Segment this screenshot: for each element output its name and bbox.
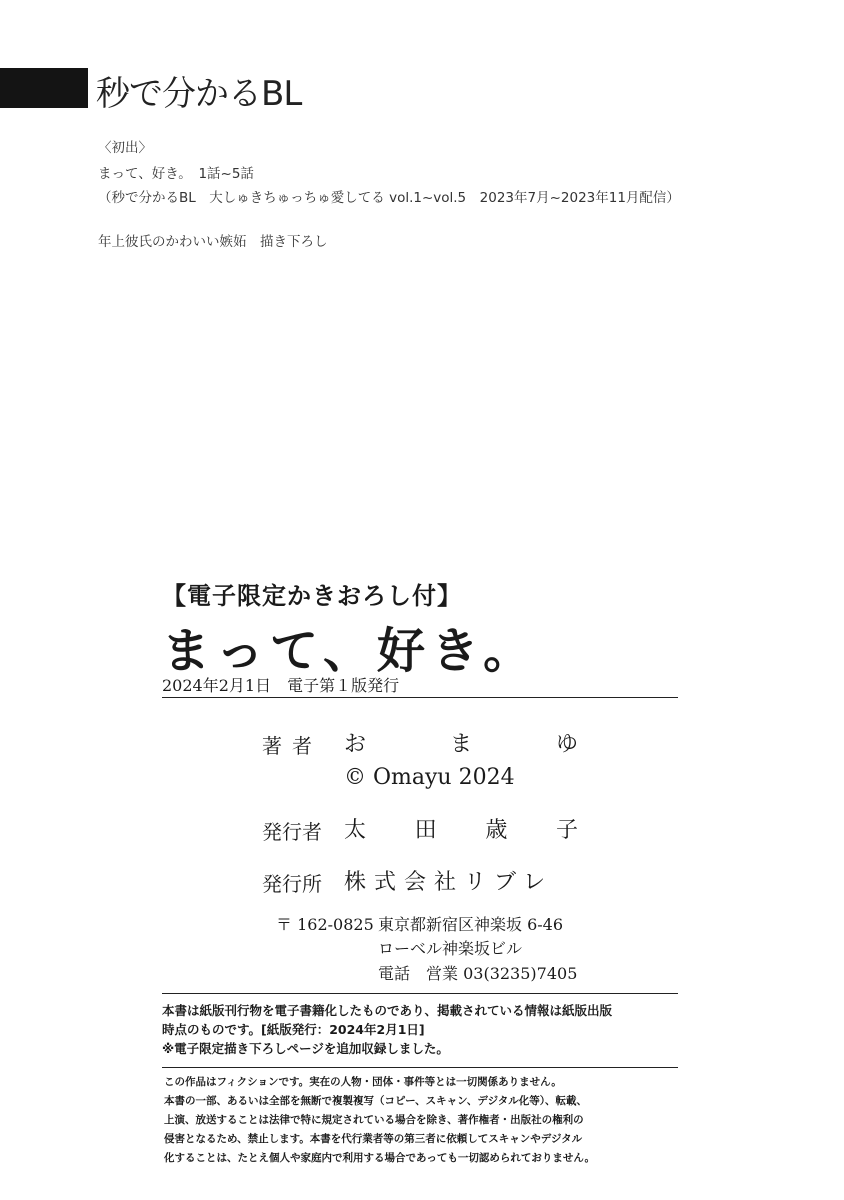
phone-line: 電話 営業 03(3235)7405 <box>378 964 578 983</box>
author-char: お <box>344 732 367 757</box>
publisher-name: 株式会社リブレ <box>344 870 554 895</box>
ebook-note-line2: 時点のものです。[紙版発行：2024年2月1日] <box>162 1022 425 1037</box>
postal-code: 〒 162-0825 <box>276 915 374 934</box>
legal-line4: 侵害となるため、禁止します。本書を代行業者等の第三者に依頼してスキャンやデジタル <box>164 1133 583 1145</box>
first-publication-line1: まって、好き。 1話~5話 <box>98 166 254 182</box>
divider-middle <box>162 993 678 994</box>
address-line2: ローベル神楽坂ビル <box>378 939 523 958</box>
author-char: ゆ <box>555 732 578 757</box>
copyright-line: © Omayu 2024 <box>344 765 515 790</box>
divider-top <box>162 697 678 698</box>
book-title: まって、好き。 <box>162 623 538 679</box>
publisher-person-char: 子 <box>555 818 578 843</box>
address-line1: 東京都新宿区神楽坂 6-46 <box>378 915 564 934</box>
ebook-note-line1: 本書は紙版刊行物を電子書籍化したものであり、掲載されている情報は紙版出版 <box>162 1003 613 1018</box>
publisher-person-char: 田 <box>414 818 437 843</box>
publisher-person-char: 歳 <box>485 818 508 843</box>
legal-line2: 本書の一部、あるいは全部を無断で複製複写（コピー、スキャン、デジタル化等）、転載、 <box>164 1095 587 1107</box>
logo-text: 秒で分かるBL <box>96 74 302 114</box>
author-name <box>344 727 578 758</box>
header-black-bar <box>0 68 88 108</box>
first-publication-line2: （秒で分かるBL 大しゅきちゅっちゅ愛してる vol.1~vol.5 2023年7月~2023年11月配信） <box>98 190 680 206</box>
legal-line5: 化することは、たとえ個人や家庭内で利用する場合であっても一切認められておりません。 <box>164 1152 596 1164</box>
publisher-person-char: 太 <box>344 818 367 843</box>
publisher-label: 発行所 <box>262 872 322 896</box>
author-char: ま <box>449 732 472 757</box>
ebook-note-line3: ※電子限定描き下ろしページを追加収録しました。 <box>162 1041 449 1056</box>
publication-date: 2024年2月1日 電子第１版発行 <box>162 676 400 695</box>
first-publication-line3: 年上彼氏のかわいい嫉妬 描き下ろし <box>98 234 328 250</box>
divider-bottom <box>162 1067 678 1068</box>
legal-line3: 上演、放送することは法律で特に規定されている場合を除き、著作権者・出版社の権利の <box>164 1114 584 1126</box>
publisher-person-name <box>344 813 578 844</box>
tagline: 【電子限定かきおろし付】 <box>162 582 462 610</box>
publisher-person-label: 発行者 <box>262 820 322 844</box>
legal-line1: この作品はフィクションです。実在の人物・団体・事件等とは一切関係ありません。 <box>164 1076 562 1088</box>
first-publication-heading: 〈初出〉 <box>98 140 152 156</box>
author-label: 著者 <box>262 734 322 758</box>
